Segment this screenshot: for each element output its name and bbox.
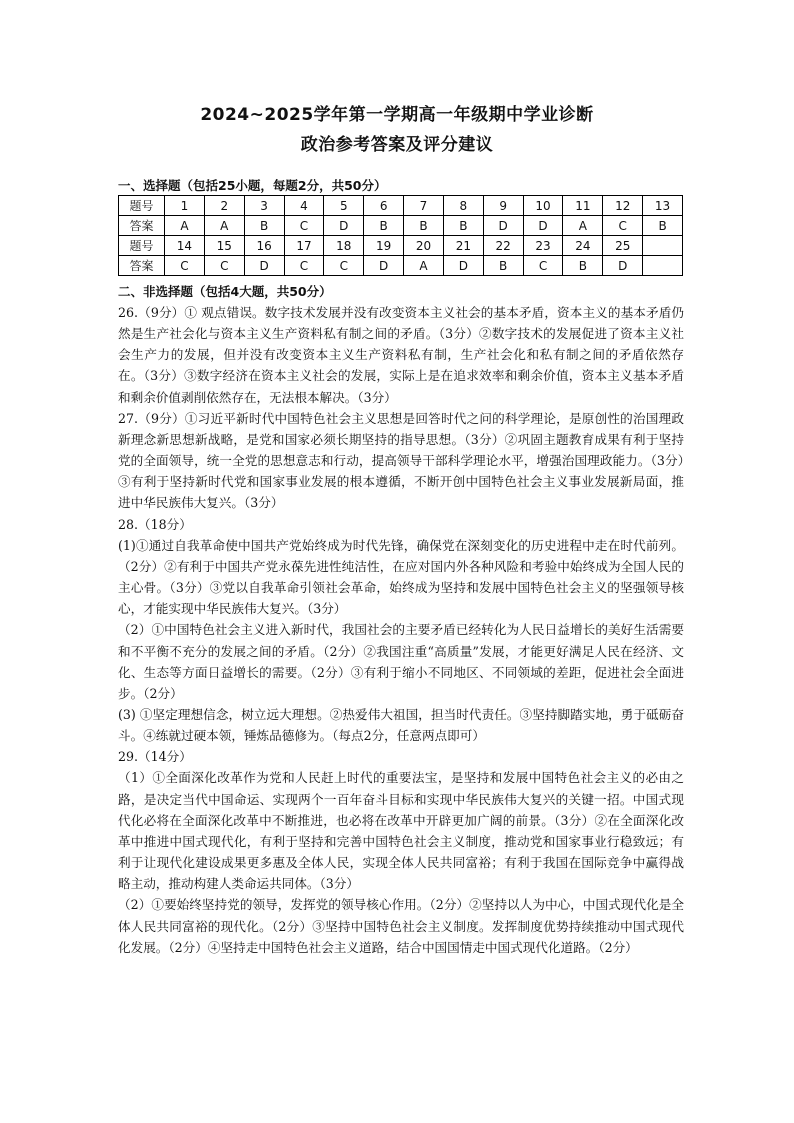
table-cell: 11 <box>563 196 603 216</box>
paragraph: （2）①要始终坚持党的领导，发挥党的领导核心作用。（2分）②坚持以人为中心，中国式现代化是全体人民共同富裕的现代化。（2分）③坚持中国特色社会主义制度。发挥制度优势持续推动中国式现代化发展。（2分）④坚持走中国特色社会主义道路，结合中国国情走中国式现代化道路。（2分） <box>118 897 684 955</box>
paragraph: （2）①中国特色社会主义进入新时代，我国社会的主要矛盾已经转化为人民日益增长的美好生活需要和不平衡不充分的发展之间的矛盾。（2分）②我国注重“高质量”发展，才能更好满足人民在经济、文化、生态等方面日益增长的需要。（2分）③有利于缩小不同地区、不同领域的差距，促进社会全面进步。（2分） <box>118 622 684 701</box>
table-cell: B <box>404 216 444 236</box>
table-cell: 5 <box>324 196 364 216</box>
paragraph: 27.（9分）①习近平新时代中国特色社会主义思想是回答时代之问的科学理论，是原创性的治国理政新理念新思想新战略，是党和国家必须长期坚持的指导思想。（3分）②巩固主题教育成果有利于坚持党的全面领导，统一全党的思想意志和行动，提高领导干部科学理论水平，增强治国理政能力。（3分）③有利于坚持新时代党和国家事业发展的根本遵循，不断开创中国特色社会主义事业发展新局面，推进中华民族伟大复兴。（3分） <box>118 410 684 511</box>
table-cell: C <box>204 256 244 276</box>
table-cell: A <box>204 216 244 236</box>
row-label: 答案 <box>119 216 165 236</box>
table-cell: 16 <box>244 236 284 256</box>
table-cell: C <box>523 256 563 276</box>
document-title: 2024~2025学年第一学期高一年级期中学业诊断 <box>200 105 594 125</box>
table-cell: 17 <box>284 236 324 256</box>
table-cell: C <box>324 256 364 276</box>
table-cell: 2 <box>204 196 244 216</box>
paragraph: 29.（14分） <box>118 749 192 765</box>
table-cell: B <box>563 256 603 276</box>
table-cell: 1 <box>165 196 205 216</box>
table-cell: 13 <box>643 196 683 216</box>
table-cell: D <box>244 256 284 276</box>
row-label: 题号 <box>119 236 165 256</box>
table-cell: D <box>483 216 523 236</box>
essay-answers <box>118 302 684 958</box>
table-cell <box>643 236 683 256</box>
table-cell: 21 <box>443 236 483 256</box>
table-cell: C <box>284 216 324 236</box>
table-cell: 19 <box>364 236 404 256</box>
table-cell: 24 <box>563 236 603 256</box>
table-cell: C <box>284 256 324 276</box>
table-cell: 20 <box>404 236 444 256</box>
table-cell: C <box>603 216 643 236</box>
table-cell: 23 <box>523 236 563 256</box>
table-cell: D <box>364 256 404 276</box>
section-heading-choice: 一、选择题（包括25小题，每题2分，共50分） <box>118 178 387 193</box>
row-label: 答案 <box>119 256 165 276</box>
row-label: 题号 <box>119 196 165 216</box>
table-cell: 3 <box>244 196 284 216</box>
table-cell: 22 <box>483 236 523 256</box>
table-cell: A <box>563 216 603 236</box>
table-cell <box>643 256 683 276</box>
table-row <box>119 236 683 256</box>
table-cell: 12 <box>603 196 643 216</box>
document-subtitle: 政治参考答案及评分建议 <box>300 135 494 155</box>
table-cell: A <box>404 256 444 276</box>
table-cell: B <box>244 216 284 236</box>
table-cell: 7 <box>404 196 444 216</box>
table-cell: 18 <box>324 236 364 256</box>
paragraph: （1）①全面深化改革作为党和人民赶上时代的重要法宝，是坚持和发展中国特色社会主义的必由之路，是决定当代中国命运、实现两个一百年奋斗目标和实现中华民族伟大复兴的关键一招。中国式现代化必将在全面深化改革中不断推进，也必将在改革中开辟更加广阔的前景。（3分）②在全面深化改革中推进中国式现代化，有利于坚持和完善中国特色社会主义制度，推动党和国家事业行稳致远；有利于让现代化建设成果更多惠及全体人民，实现全体人民共同富裕；有利于我国在国际竞争中赢得战略主动，推动构建人类命运共同体。（3分） <box>118 770 684 892</box>
table-cell: A <box>165 216 205 236</box>
paragraph: 28.（18分） <box>118 516 192 532</box>
paragraph: 26.（9分）① 观点错误。数字技术发展并没有改变资本主义社会的基本矛盾，资本主义的基本矛盾仍然是生产社会化与资本主义生产资料私有制之间的矛盾。（3分）②数字技术的发展促进了资本主义社会生产力的发展，但并没有改变资本主义生产资料私有制，生产社会化和私有制之间的矛盾依然存在。（3分）③数字经济在资本主义社会的发展，实际上是在追求效率和剩余价值，资本主义基本矛盾和剩余价值剥削依然存在，无法根本解决。（3分） <box>118 305 684 405</box>
table-cell: B <box>643 216 683 236</box>
paragraph: (1)①通过自我革命使中国共产党始终成为时代先锋，确保党在深刻变化的历史进程中走在时代前列。（2分）②有利于中国共产党永葆先进性纯洁性，在应对国内外各种风险和考验中始终成为全国人民的主心骨。（3分）③党以自我革命引领社会革命，始终成为坚持和发展中国特色社会主义的坚强领导核心，才能实现中华民族伟大复兴。（3分） <box>118 537 684 617</box>
table-row <box>119 196 683 216</box>
table-cell: B <box>483 256 523 276</box>
answer-table <box>118 195 683 276</box>
table-cell: 6 <box>364 196 404 216</box>
table-cell: 4 <box>284 196 324 216</box>
table-cell: D <box>523 216 563 236</box>
table-cell: D <box>603 256 643 276</box>
table-cell: B <box>443 216 483 236</box>
table-cell: D <box>443 256 483 276</box>
table-cell: 8 <box>443 196 483 216</box>
table-cell: 10 <box>523 196 563 216</box>
table-cell: 9 <box>483 196 523 216</box>
paragraph: (3) ①坚定理想信念，树立远大理想。②热爱伟大祖国，担当时代责任。③坚持脚踏实地，勇于砥砺奋斗。④练就过硬本领，锤炼品德修为。（每点2分，任意两点即可） <box>118 706 684 744</box>
table-cell: D <box>324 216 364 236</box>
table-cell: C <box>165 256 205 276</box>
section-heading-essay: 二、非选择题（包括4大题，共50分） <box>118 284 332 299</box>
table-cell: 25 <box>603 236 643 256</box>
table-cell: 14 <box>165 236 205 256</box>
table-row <box>119 256 683 276</box>
table-cell: 15 <box>204 236 244 256</box>
table-cell: B <box>364 216 404 236</box>
table-row <box>119 216 683 236</box>
